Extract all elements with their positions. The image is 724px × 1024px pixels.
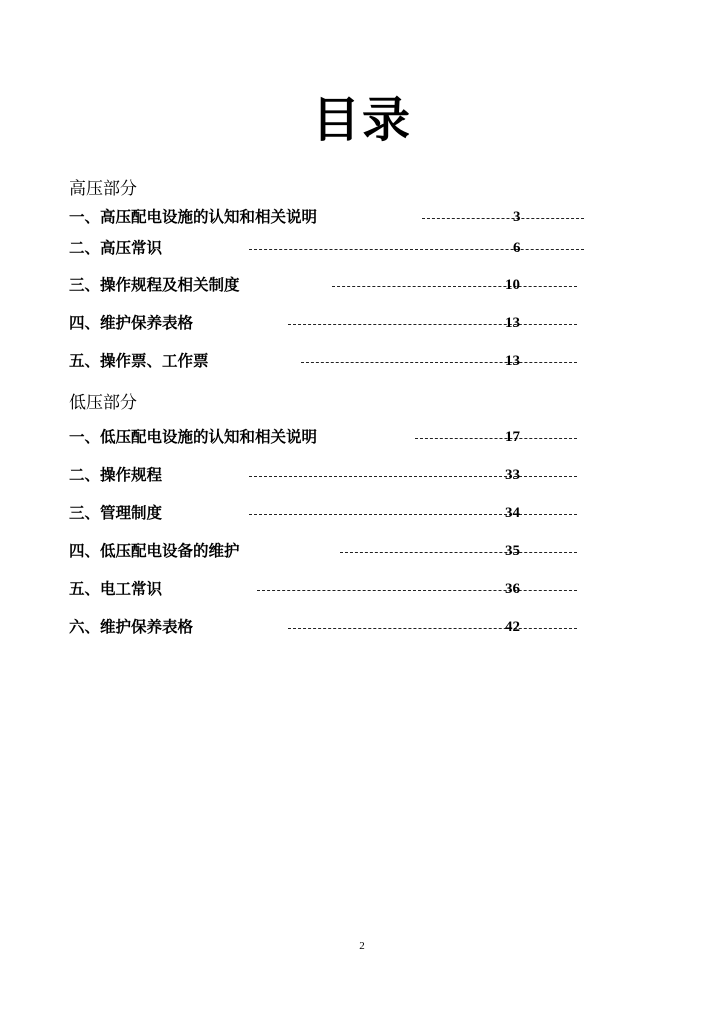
toc-entry[interactable] <box>69 238 584 258</box>
toc-leader <box>249 249 584 250</box>
toc-leader <box>301 362 577 363</box>
toc-entry-label: 六、维护保养表格 <box>69 618 194 636</box>
toc-entry-page: 42 <box>505 619 520 635</box>
toc-leader <box>415 438 577 439</box>
toc-entry-label: 一、高压配电设施的认知和相关说明 <box>69 208 318 226</box>
toc-entry[interactable] <box>69 427 584 447</box>
toc-entry[interactable] <box>69 313 584 333</box>
toc-entry-page: 35 <box>505 543 520 559</box>
toc-entry[interactable] <box>69 465 584 485</box>
toc-entry-page: 6 <box>513 240 521 256</box>
toc-entry-label: 一、低压配电设施的认知和相关说明 <box>69 428 318 446</box>
toc-leader <box>332 286 577 287</box>
toc-leader <box>257 590 577 591</box>
toc-entry-page: 33 <box>505 467 520 483</box>
page-title: 目录 <box>311 92 412 148</box>
toc-entry-label: 四、低压配电设备的维护 <box>69 542 240 560</box>
toc-leader <box>249 476 577 477</box>
toc-entry-page: 13 <box>505 315 520 331</box>
toc-entry-label: 四、维护保养表格 <box>69 314 194 332</box>
page-number: 2 <box>359 940 365 952</box>
toc-entry-label: 三、操作规程及相关制度 <box>69 276 240 294</box>
toc-entry-label: 五、电工常识 <box>69 580 163 598</box>
toc-entry-label: 二、操作规程 <box>69 466 163 484</box>
toc-entry-label: 五、操作票、工作票 <box>69 352 209 370</box>
toc-entry[interactable] <box>69 617 584 637</box>
toc-entry[interactable] <box>69 351 584 371</box>
toc-leader <box>422 218 584 219</box>
toc-entry-page: 36 <box>505 581 520 597</box>
toc-entry-page: 17 <box>505 429 520 445</box>
section-heading-low-voltage: 低压部分 <box>69 393 137 413</box>
toc-entry-page: 13 <box>505 353 520 369</box>
toc-entry-page: 3 <box>513 209 521 225</box>
toc-entry[interactable] <box>69 579 584 599</box>
toc-entry-label: 三、管理制度 <box>69 504 163 522</box>
toc-entry-page: 10 <box>505 277 520 293</box>
toc-entry-page: 34 <box>505 505 520 521</box>
toc-leader <box>340 552 577 553</box>
toc-entry-label: 二、高压常识 <box>69 239 163 257</box>
section-heading-high-voltage: 高压部分 <box>69 179 137 199</box>
toc-entry[interactable] <box>69 207 584 227</box>
toc-entry[interactable] <box>69 503 584 523</box>
toc-leader <box>288 324 577 325</box>
toc-entry[interactable] <box>69 541 584 561</box>
toc-leader <box>288 628 577 629</box>
toc-leader <box>249 514 577 515</box>
toc-entry[interactable] <box>69 275 584 295</box>
